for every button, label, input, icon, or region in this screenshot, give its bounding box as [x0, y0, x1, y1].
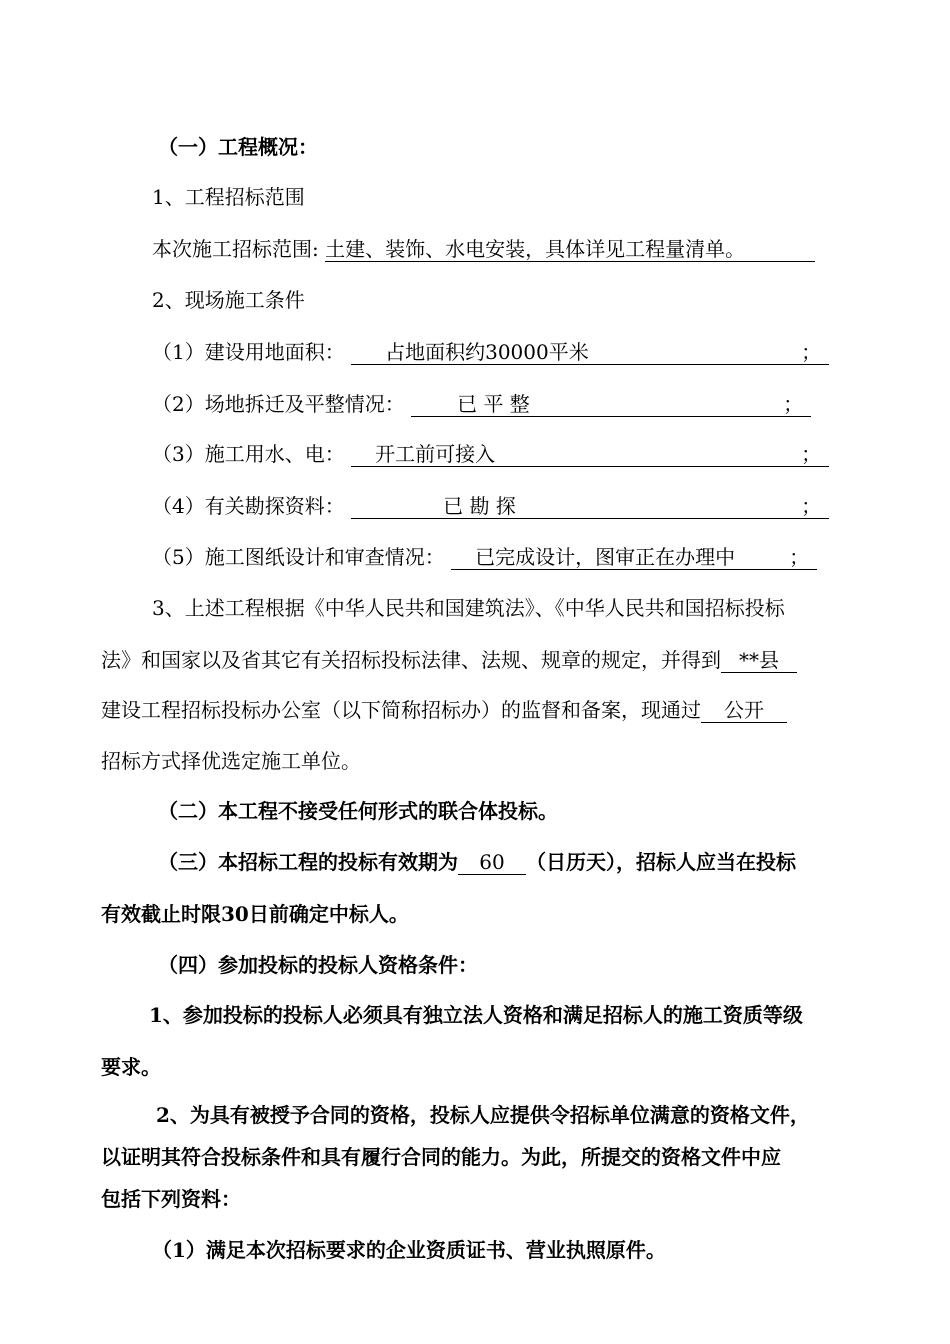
section-3-text-b: （日历天），招标人应当在投标 [526, 850, 796, 874]
section-4-p2-line-1: 2、为具有被授予合同的资格，投标人应提供令招标单位满意的资格文件， [156, 1103, 810, 1127]
condition-3-value: 开工前可接入 ； [351, 442, 829, 467]
section-2-text: （二）本工程不接受任何形式的联合体投标。 [158, 799, 558, 823]
condition-1-value: 占地面积约30000平米 ； [351, 340, 829, 365]
validity-days: 60 [458, 850, 526, 875]
item-3-line-2 [101, 647, 797, 673]
section-1-heading: （一）工程概况： [158, 135, 318, 159]
section-3-line-1 [158, 849, 796, 875]
item-3-line-2-text: 法》和国家以及省其它有关招标投标法律、法规、规章的规定，并得到 [101, 648, 721, 672]
condition-1 [152, 339, 829, 365]
section-4-p2-item-1: （1）满足本次招标要求的企业资质证书、营业执照原件。 [152, 1238, 666, 1262]
condition-2-value: 已 平 整 ； [411, 392, 811, 417]
condition-1-label: （1）建设用地面积： [152, 340, 345, 364]
scope-line [152, 236, 815, 262]
condition-4-value: 已 勘 探 ； [351, 494, 829, 519]
condition-5-label: （5）施工图纸设计和审查情况： [152, 545, 445, 569]
item-2-title: 2、现场施工条件 [152, 288, 305, 312]
section-4-heading: （四）参加投标的投标人资格条件： [158, 953, 478, 977]
condition-5 [152, 544, 817, 570]
item-3-line-3 [101, 697, 787, 723]
section-3-line-2: 有效截止时限30日前确定中标人。 [101, 902, 409, 926]
scope-value: 土建、装饰、水电安装，具体详见工程量清单。 [325, 237, 815, 262]
section-3-text-a: （三）本招标工程的投标有效期为 [158, 850, 458, 874]
condition-2 [152, 391, 811, 417]
section-4-p1-line-2: 要求。 [101, 1055, 161, 1079]
condition-4 [152, 493, 829, 519]
item-3-line-4: 招标方式择优选定施工单位。 [101, 749, 361, 773]
condition-3-label: （3）施工用水、电： [152, 442, 345, 466]
tender-method: 公开 [701, 698, 787, 723]
item-3-line-1: 3、上述工程根据《中华人民共和国建筑法》、《中华人民共和国招标投标 [152, 596, 785, 620]
condition-4-label: （4）有关勘探资料： [152, 494, 345, 518]
authority-county: **县 [721, 648, 797, 673]
section-4-p1-line-1: 1、参加投标的投标人必须具有独立法人资格和满足招标人的施工资质等级 [149, 1003, 803, 1027]
section-4-p2-line-3: 包括下列资料： [101, 1187, 241, 1211]
section-4-p2-line-2: 以证明其符合投标条件和具有履行合同的能力。为此，所提交的资格文件中应 [101, 1145, 781, 1169]
condition-5-value: 已完成设计，图审正在办理中 ； [451, 545, 817, 570]
condition-2-label: （2）场地拆迁及平整情况： [152, 392, 405, 416]
item-3-line-3-text: 建设工程招标投标办公室（以下简称招标办）的监督和备案，现通过 [101, 698, 701, 722]
scope-label: 本次施工招标范围: [152, 237, 319, 261]
condition-3 [152, 441, 829, 467]
item-1-title: 1、工程招标范围 [152, 185, 305, 209]
